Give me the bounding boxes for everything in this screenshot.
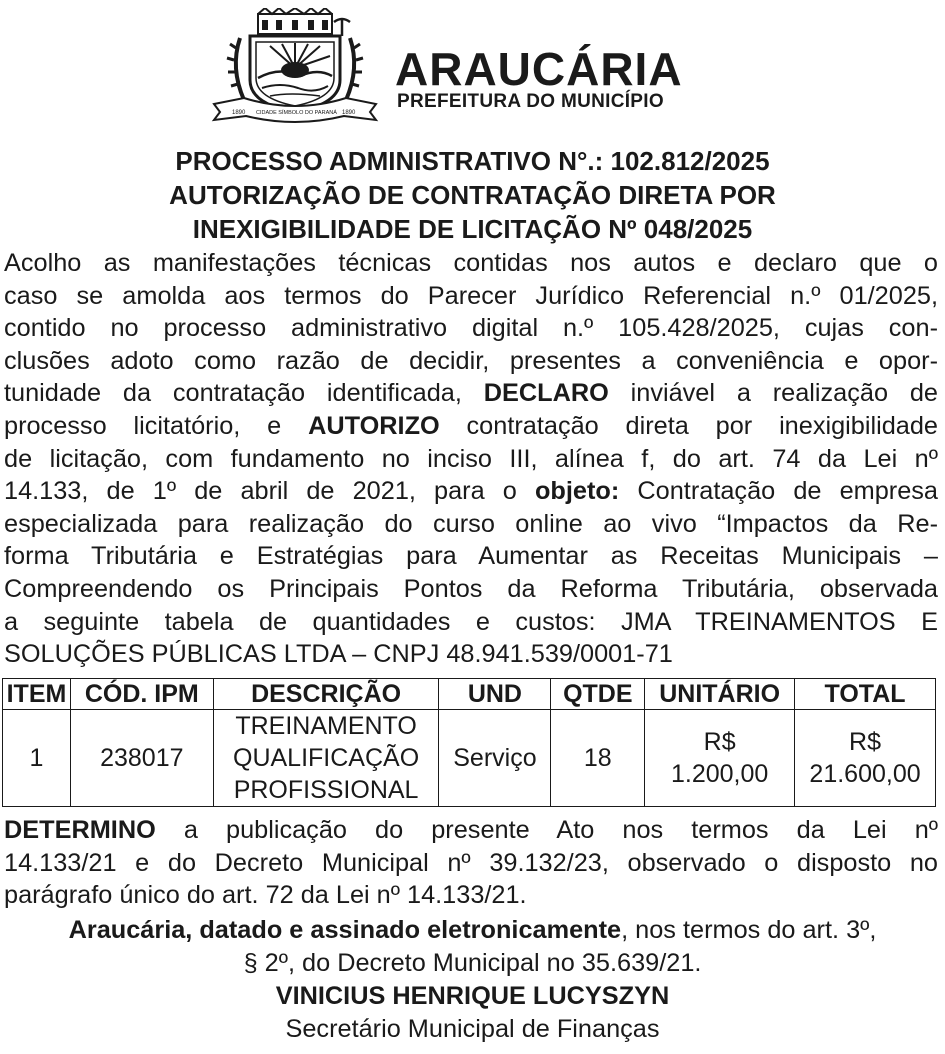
footer-line: DETERMINO a publicação do presente Ato nos termos da Lei nº bbox=[4, 816, 938, 844]
table-row bbox=[3, 710, 936, 807]
cell-total: R$ 21.600,00 bbox=[795, 710, 936, 807]
cell-item: 1 bbox=[3, 710, 71, 807]
table-header-row bbox=[3, 679, 936, 710]
signer-name: VINICIUS HENRIQUE LUCYSZYN bbox=[275, 982, 670, 1010]
body-line: Compreendendo os Principais Pontos da Reforma Tributária, observada bbox=[4, 574, 938, 603]
determination-paragraph bbox=[4, 814, 938, 912]
document-title bbox=[0, 144, 945, 246]
body-line: tunidade da contratação identificada, DECLARO inviável a realização de bbox=[4, 379, 938, 408]
title-line-3: INEXIGIBILIDADE DE LICITAÇÃO Nº 048/2025 bbox=[192, 214, 753, 244]
body-paragraph bbox=[4, 247, 938, 671]
cell-unit: Serviço bbox=[439, 710, 551, 807]
body-line: de licitação, com fundamento no inciso III, alínea f, do art. 74 da Lei nº bbox=[4, 444, 938, 473]
cell-quantity: 18 bbox=[551, 710, 645, 807]
body-line: caso se amolda aos termos do Parecer Jurídico Referencial n.º 01/2025, bbox=[4, 281, 938, 310]
signer-role: Secretário Municipal de Finanças bbox=[285, 1015, 660, 1043]
determino-keyword: DETERMINO bbox=[4, 816, 156, 844]
cell-code: 238017 bbox=[70, 710, 213, 807]
title-line-1: PROCESSO ADMINISTRATIVO N°.: 102.812/2025 bbox=[175, 146, 770, 176]
body-line: Acolho as manifestações técnicas contidas nos autos e declaro que o bbox=[4, 249, 938, 277]
column-header-unit: UND bbox=[439, 679, 551, 710]
body-line: forma Tributária e Estratégias para Aumentar as Receitas Municipais – bbox=[4, 542, 938, 571]
cell-unit-price: R$ 1.200,00 bbox=[645, 710, 795, 807]
title-line-2: AUTORIZAÇÃO DE CONTRATAÇÃO DIRETA POR bbox=[169, 180, 776, 210]
column-header-unit-price: UNITÁRIO bbox=[645, 679, 795, 710]
column-header-total: TOTAL bbox=[795, 679, 936, 710]
brand-block bbox=[395, 43, 683, 112]
crest-year-left: 1890 bbox=[232, 110, 246, 116]
objeto-keyword: objeto: bbox=[534, 477, 620, 506]
body-line: contido no processo administrativo digital n.º 105.428/2025, cujas con- bbox=[4, 314, 938, 343]
body-line: processo licitatório, e AUTORIZO contratação direta por inexigibilidade bbox=[4, 411, 938, 440]
body-line: 14.133, de 1º de abril de 2021, para o objeto: Contratação de empresa bbox=[4, 477, 938, 506]
declaro-keyword: DECLARO bbox=[483, 379, 609, 408]
column-header-item: ITEM bbox=[3, 679, 71, 710]
brand-name: ARAUCÁRIA bbox=[395, 43, 683, 95]
cell-description: TREINAMENTO QUALIFICAÇÃO PROFISSIONAL bbox=[213, 710, 439, 807]
body-line: clusões adoto como razão de decidir, presentes a conveniência e opor- bbox=[4, 346, 938, 375]
closing-line: § 2º, do Decreto Municipal no 35.639/21. bbox=[243, 949, 702, 977]
footer-line: 14.133/21 e do Decreto Municipal nº 39.132/23, observado o disposto no bbox=[4, 848, 938, 877]
column-header-description: DESCRIÇÃO bbox=[213, 679, 439, 710]
crest-motto: CIDADE SÍMBOLO DO PARANÁ bbox=[256, 110, 337, 116]
body-line: a seguinte tabela de quantidades e custos: JMA TREINAMENTOS E bbox=[4, 607, 938, 636]
cost-table bbox=[2, 678, 936, 807]
footer-line: parágrafo único do art. 72 da Lei nº 14.133/21. bbox=[4, 881, 527, 910]
column-header-code: CÓD. IPM bbox=[70, 679, 213, 710]
municipal-crest-logo bbox=[210, 8, 380, 126]
signature-block bbox=[0, 914, 945, 1046]
body-line: SOLUÇÕES PÚBLICAS LTDA – CNPJ 48.941.539/0001-71 bbox=[4, 640, 673, 669]
autorizo-keyword: AUTORIZO bbox=[308, 411, 440, 440]
place-and-signing: Araucária, datado e assinado eletronicamente bbox=[68, 916, 622, 944]
brand-subtitle: PREFEITURA DO MUNICÍPIO bbox=[397, 91, 664, 112]
closing-line: Araucária, datado e assinado eletronicamente, nos termos do art. 3º, bbox=[68, 916, 877, 944]
document-header bbox=[210, 8, 740, 126]
column-header-quantity: QTDE bbox=[551, 679, 645, 710]
body-line: especializada para realização do curso online ao vivo “Impactos da Re- bbox=[4, 509, 938, 538]
crest-year-right: 1890 bbox=[342, 110, 356, 116]
